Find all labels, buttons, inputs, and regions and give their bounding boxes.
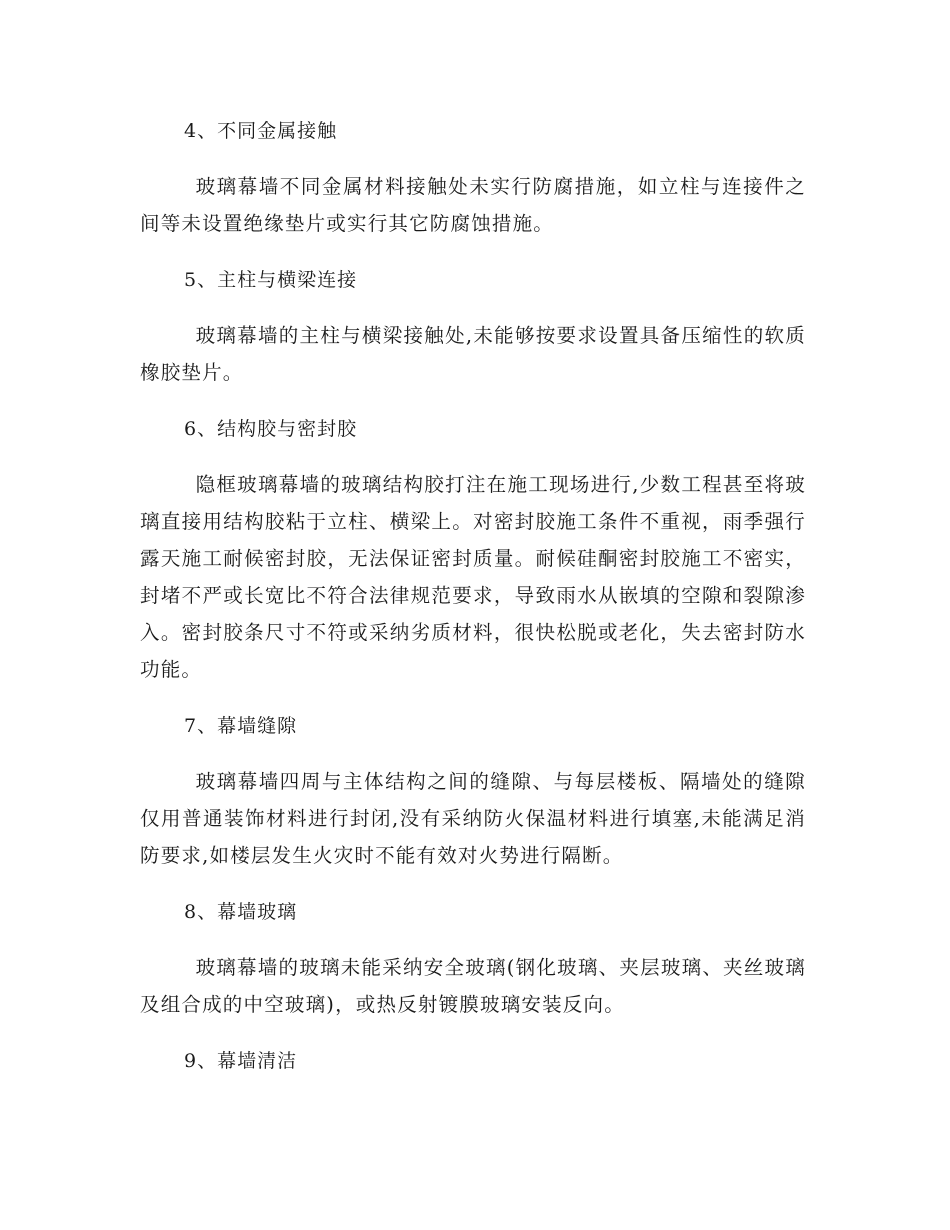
spacer	[140, 242, 806, 262]
section-body-6: 隐框玻璃幕墙的玻璃结构胶打注在施工现场进行,少数工程甚至将玻璃直接用结构胶粘于立柱、横梁上。对密封胶施工条件不重视，雨季强行露天施工耐候密封胶，无法保证密封质量。耐候硅酮密封胶施工不密实，封堵不严或长宽比不符合法律规范要求，导致雨水从嵌填的空隙和裂隙渗入。密封胶条尺寸不符或采纳劣质材料，很快松脱或老化，失去密封防水功能。	[140, 473, 806, 681]
section-heading-4: 4、不同金属接触	[184, 120, 338, 142]
section-body-8: 玻璃幕墙的玻璃未能采纳安全玻璃(钢化玻璃、夹层玻璃、夹丝玻璃及组合成的中空玻璃)，或热反射镀膜玻璃安装反向。	[140, 956, 806, 1016]
spacer	[140, 447, 806, 466]
section-heading-5: 5、主柱与横梁连接	[184, 269, 358, 291]
spacer	[140, 1023, 806, 1043]
section-body-7: 玻璃幕墙四周与主体结构之间的缝隙、与每层楼板、隔墙处的缝隙仅用普通装饰材料进行封闭,没有采纳防火保温材料进行填塞,未能满足消防要求,如楼层发生火灾时不能有效对火势进行隔断。	[140, 770, 806, 867]
spacer	[140, 930, 806, 949]
spacer	[140, 149, 806, 168]
section-body-5: 玻璃幕墙的主柱与横梁接触处,未能够按要求设置具备压缩性的软质橡胶垫片。	[140, 324, 806, 384]
section-body-4: 玻璃幕墙不同金属材料接触处未实行防腐措施，如立柱与连接件之间等未设置绝缘垫片或实行其它防腐蚀措施。	[140, 175, 806, 235]
spacer	[140, 744, 806, 763]
spacer	[140, 874, 806, 894]
section-heading-9: 9、幕墙清洁	[184, 1050, 298, 1072]
spacer	[140, 688, 806, 708]
section-heading-6: 6、结构胶与密封胶	[184, 418, 358, 440]
document-body	[140, 113, 806, 1079]
spacer	[140, 391, 806, 411]
spacer	[140, 298, 806, 317]
section-heading-7: 7、幕墙缝隙	[184, 715, 298, 737]
section-heading-8: 8、幕墙玻璃	[184, 901, 298, 923]
